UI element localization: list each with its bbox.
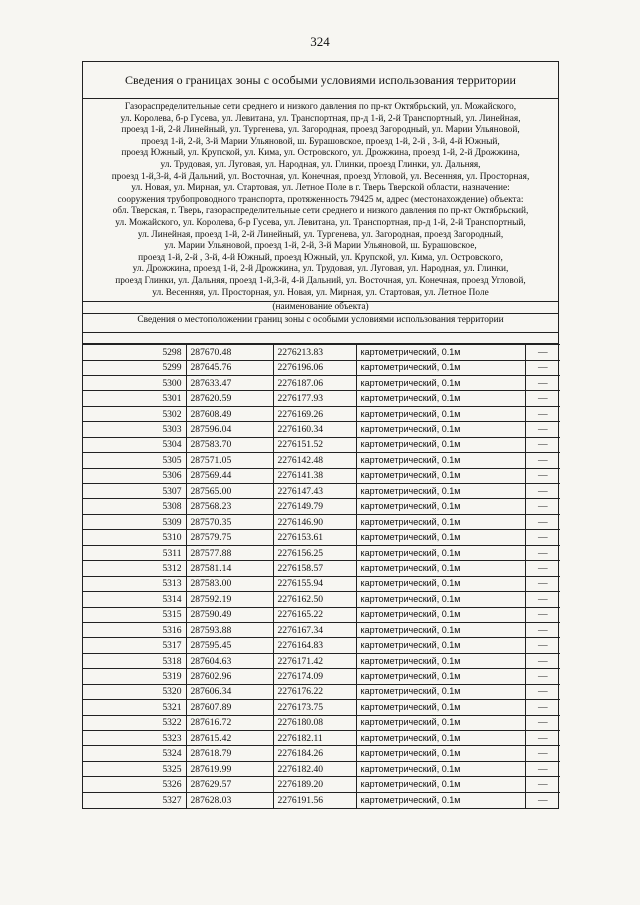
coord-y-cell: 2276160.34 [273, 422, 356, 437]
coord-y-cell: 2276162.50 [273, 592, 356, 607]
coord-x-cell: 287583.70 [186, 437, 273, 452]
table-row [83, 746, 560, 761]
section-title: Сведения о границах зоны с особыми условиями использования территории [83, 62, 558, 99]
coord-y-cell: 2276171.42 [273, 653, 356, 668]
coord-y-cell: 2276169.26 [273, 406, 356, 421]
point-number-cell: 5299 [83, 360, 186, 375]
note-cell: — [525, 607, 560, 622]
note-cell: — [525, 592, 560, 607]
description-line: ул. Линейная, проезд 1-й, 2-й Линейный, ул. Тургенева, ул. Загородная, проезд Загородный, [137, 229, 504, 240]
table-row [83, 514, 560, 529]
description-line: проезд 1-й, 2-й Линейный, ул. Тургенева, ул. Загородная, проезд Загородный, ул. Марии Ульяновой, [121, 125, 520, 136]
point-number-cell: 5305 [83, 453, 186, 468]
point-number-cell: 5313 [83, 576, 186, 591]
table-row [83, 622, 560, 637]
note-cell: — [525, 453, 560, 468]
description-line: ул. Новая, ул. Мирная, ул. Стартовая, ул. Летное Поле в г. Тверь Тверской области, назначение: [131, 183, 510, 194]
note-cell: — [525, 653, 560, 668]
table-row [83, 576, 560, 591]
coord-y-cell: 2276180.08 [273, 715, 356, 730]
accuracy-method-cell: картометрический, 0.1м [356, 761, 525, 776]
table-row [83, 530, 560, 545]
accuracy-method-cell: картометрический, 0.1м [356, 715, 525, 730]
note-cell: — [525, 684, 560, 699]
point-number-cell: 5311 [83, 545, 186, 560]
coord-x-cell: 287619.99 [186, 761, 273, 776]
table-row [83, 484, 560, 499]
point-number-cell: 5303 [83, 422, 186, 437]
note-cell: — [525, 484, 560, 499]
table-row [83, 684, 560, 699]
coord-y-cell: 2276146.90 [273, 514, 356, 529]
accuracy-method-cell: картометрический, 0.1м [356, 653, 525, 668]
coord-y-cell: 2276196.06 [273, 360, 356, 375]
coord-y-cell: 2276184.26 [273, 746, 356, 761]
accuracy-method-cell: картометрический, 0.1м [356, 499, 525, 514]
note-cell: — [525, 375, 560, 390]
table-row [83, 561, 560, 576]
accuracy-method-cell: картометрический, 0.1м [356, 592, 525, 607]
coord-x-cell: 287633.47 [186, 375, 273, 390]
point-number-cell: 5322 [83, 715, 186, 730]
point-number-cell: 5308 [83, 499, 186, 514]
point-number-cell: 5317 [83, 638, 186, 653]
point-number-cell: 5320 [83, 684, 186, 699]
description-line: ул. Трудовая, ул. Луговая, ул. Народная, ул. Глинки, проезд Глинки, ул. Дальняя, [160, 159, 481, 170]
accuracy-method-cell: картометрический, 0.1м [356, 700, 525, 715]
note-cell: — [525, 715, 560, 730]
coord-x-cell: 287645.76 [186, 360, 273, 375]
point-number-cell: 5309 [83, 514, 186, 529]
note-cell: — [525, 700, 560, 715]
note-cell: — [525, 545, 560, 560]
point-number-cell: 5307 [83, 484, 186, 499]
coord-x-cell: 287629.57 [186, 777, 273, 792]
coord-x-cell: 287616.72 [186, 715, 273, 730]
coord-x-cell: 287615.42 [186, 731, 273, 746]
coord-y-cell: 2276156.25 [273, 545, 356, 560]
coord-y-cell: 2276189.20 [273, 777, 356, 792]
table-row [83, 391, 560, 406]
table-row [83, 545, 560, 560]
description-line: сооружения трубопроводного транспорта, протяженность 79425 м, адрес (местонахождение) объекта: [117, 194, 524, 205]
coord-x-cell: 287618.79 [186, 746, 273, 761]
coord-x-cell: 287568.23 [186, 499, 273, 514]
page-number: 324 [310, 34, 330, 49]
coord-x-cell: 287604.63 [186, 653, 273, 668]
coord-x-cell: 287579.75 [186, 530, 273, 545]
object-description [83, 99, 558, 302]
object-name-label: (наименование объекта) [83, 302, 558, 314]
coord-x-cell: 287592.19 [186, 592, 273, 607]
note-cell: — [525, 576, 560, 591]
point-number-cell: 5323 [83, 731, 186, 746]
description-line: ул. Можайского, ул. Королева, б-р Гусева, ул. Левитана, ул. Транспортная, пр-д 1-й, 2-й Транспортный, [115, 217, 526, 228]
coord-y-cell: 2276149.79 [273, 499, 356, 514]
point-number-cell: 5300 [83, 375, 186, 390]
coord-y-cell: 2276164.83 [273, 638, 356, 653]
table-row [83, 792, 560, 807]
accuracy-method-cell: картометрический, 0.1м [356, 622, 525, 637]
coord-y-cell: 2276174.09 [273, 669, 356, 684]
table-row [83, 731, 560, 746]
point-number-cell: 5315 [83, 607, 186, 622]
accuracy-method-cell: картометрический, 0.1м [356, 607, 525, 622]
point-number-cell: 5301 [83, 391, 186, 406]
point-number-cell: 5314 [83, 592, 186, 607]
note-cell: — [525, 422, 560, 437]
coord-y-cell: 2276182.11 [273, 731, 356, 746]
table-row [83, 700, 560, 715]
coord-x-cell: 287581.14 [186, 561, 273, 576]
coord-y-cell: 2276187.06 [273, 375, 356, 390]
table-row [83, 499, 560, 514]
note-cell: — [525, 360, 560, 375]
coord-x-cell: 287571.05 [186, 453, 273, 468]
accuracy-method-cell: картометрический, 0.1м [356, 777, 525, 792]
coord-y-cell: 2276176.22 [273, 684, 356, 699]
coord-y-cell: 2276151.52 [273, 437, 356, 452]
coord-y-cell: 2276165.22 [273, 607, 356, 622]
coord-x-cell: 287608.49 [186, 406, 273, 421]
zone-info-frame [82, 61, 559, 809]
note-cell: — [525, 638, 560, 653]
coord-y-cell: 2276155.94 [273, 576, 356, 591]
description-line: обл. Тверская, г. Тверь, газораспределительные сети среднего и низкого давления по пр-кт Октябрьский, [112, 206, 529, 217]
note-cell: — [525, 499, 560, 514]
table-row [83, 468, 560, 483]
point-number-cell: 5310 [83, 530, 186, 545]
coord-x-cell: 287596.04 [186, 422, 273, 437]
accuracy-method-cell: картометрический, 0.1м [356, 360, 525, 375]
note-cell: — [525, 622, 560, 637]
note-cell: — [525, 345, 560, 360]
accuracy-method-cell: картометрический, 0.1м [356, 561, 525, 576]
coord-x-cell: 287620.59 [186, 391, 273, 406]
accuracy-method-cell: картометрический, 0.1м [356, 731, 525, 746]
accuracy-method-cell: картометрический, 0.1м [356, 684, 525, 699]
coord-x-cell: 287628.03 [186, 792, 273, 807]
point-number-cell: 5304 [83, 437, 186, 452]
coord-y-cell: 2276167.34 [273, 622, 356, 637]
table-row [83, 669, 560, 684]
accuracy-method-cell: картометрический, 0.1м [356, 514, 525, 529]
accuracy-method-cell: картометрический, 0.1м [356, 437, 525, 452]
coord-x-cell: 287569.44 [186, 468, 273, 483]
coord-y-cell: 2276153.61 [273, 530, 356, 545]
accuracy-method-cell: картометрический, 0.1м [356, 545, 525, 560]
note-cell: — [525, 468, 560, 483]
coord-x-cell: 287607.89 [186, 700, 273, 715]
accuracy-method-cell: картометрический, 0.1м [356, 391, 525, 406]
table-row [83, 453, 560, 468]
point-number-cell: 5298 [83, 345, 186, 360]
table-row [83, 761, 560, 776]
note-cell: — [525, 406, 560, 421]
description-line: проезд Глинки, ул. Дальняя, проезд 1-й,3-й, 4-й Дальний, ул. Восточная, ул. Конечная, проезд Угловой, [115, 275, 526, 286]
accuracy-method-cell: картометрический, 0.1м [356, 638, 525, 653]
note-cell: — [525, 792, 560, 807]
note-cell: — [525, 777, 560, 792]
location-heading: Сведения о местоположении границ зоны с особыми условиями использования территории [83, 314, 558, 333]
table-row [83, 607, 560, 622]
point-number-cell: 5319 [83, 669, 186, 684]
table-row [83, 592, 560, 607]
accuracy-method-cell: картометрический, 0.1м [356, 484, 525, 499]
point-number-cell: 5327 [83, 792, 186, 807]
accuracy-method-cell: картометрический, 0.1м [356, 453, 525, 468]
description-line: ул. Марии Ульяновой, проезд 1-й, 2-й, 3-й Марии Ульяновой, ш. Бурашовское, [164, 241, 477, 252]
accuracy-method-cell: картометрический, 0.1м [356, 530, 525, 545]
coord-y-cell: 2276213.83 [273, 345, 356, 360]
coord-x-cell: 287570.35 [186, 514, 273, 529]
point-number-cell: 5302 [83, 406, 186, 421]
note-cell: — [525, 437, 560, 452]
coord-y-cell: 2276142.48 [273, 453, 356, 468]
description-line: проезд Южный, ул. Крупской, ул. Кима, ул. Островского, ул. Дрожжина, проезд 1-й, 2-й Дрожжина, [121, 148, 520, 159]
note-cell: — [525, 391, 560, 406]
accuracy-method-cell: картометрический, 0.1м [356, 576, 525, 591]
accuracy-method-cell: картометрический, 0.1м [356, 422, 525, 437]
point-number-cell: 5318 [83, 653, 186, 668]
header-spacer [83, 333, 558, 344]
description-line: Газораспределительные сети среднего и низкого давления по пр-кт Октябрьский, ул. Можайского, [124, 102, 517, 112]
accuracy-method-cell: картометрический, 0.1м [356, 669, 525, 684]
table-row [83, 777, 560, 792]
coord-x-cell: 287565.00 [186, 484, 273, 499]
point-number-cell: 5306 [83, 468, 186, 483]
table-row [83, 406, 560, 421]
coord-x-cell: 287606.34 [186, 684, 273, 699]
note-cell: — [525, 561, 560, 576]
table-row [83, 375, 560, 390]
coord-y-cell: 2276147.43 [273, 484, 356, 499]
coord-x-cell: 287595.45 [186, 638, 273, 653]
coord-x-cell: 287590.49 [186, 607, 273, 622]
description-line: проезд 1-й,3-й, 4-й Дальний, ул. Восточная, ул. Конечная, проезд Угловой, ул. Весенняя, ул. Просторная, [111, 171, 530, 182]
note-cell: — [525, 731, 560, 746]
coordinates-table [83, 344, 560, 808]
table-row [83, 437, 560, 452]
point-number-cell: 5312 [83, 561, 186, 576]
coord-y-cell: 2276158.57 [273, 561, 356, 576]
note-cell: — [525, 669, 560, 684]
table-row [83, 360, 560, 375]
coord-x-cell: 287583.00 [186, 576, 273, 591]
coord-x-cell: 287577.88 [186, 545, 273, 560]
note-cell: — [525, 514, 560, 529]
accuracy-method-cell: картометрический, 0.1м [356, 345, 525, 360]
table-row [83, 422, 560, 437]
note-cell: — [525, 530, 560, 545]
coord-y-cell: 2276141.38 [273, 468, 356, 483]
coord-x-cell: 287670.48 [186, 345, 273, 360]
description-line: ул. Дрожжина, проезд 1-й, 2-й Дрожжина, ул. Трудовая, ул. Луговая, ул. Народная, ул. Глинки, [132, 264, 509, 275]
description-line: проезд 1-й, 2-й , 3-й, 4-й Южный, проезд Южный, ул. Крупской, ул. Кима, ул. Островского, [138, 252, 503, 263]
point-number-cell: 5316 [83, 622, 186, 637]
accuracy-method-cell: картометрический, 0.1м [356, 746, 525, 761]
coord-x-cell: 287593.88 [186, 622, 273, 637]
accuracy-method-cell: картометрический, 0.1м [356, 375, 525, 390]
accuracy-method-cell: картометрический, 0.1м [356, 792, 525, 807]
table-row [83, 653, 560, 668]
accuracy-method-cell: картометрический, 0.1м [356, 406, 525, 421]
coord-y-cell: 2276182.40 [273, 761, 356, 776]
table-row [83, 715, 560, 730]
point-number-cell: 5326 [83, 777, 186, 792]
coord-y-cell: 2276191.56 [273, 792, 356, 807]
coord-x-cell: 287602.96 [186, 669, 273, 684]
point-number-cell: 5325 [83, 761, 186, 776]
description-line: ул. Весенняя, ул. Просторная, ул. Новая, ул. Мирная, ул. Стартовая, ул. Летное Поле [152, 287, 489, 298]
description-line: ул. Королева, б-р Гусева, ул. Левитана, ул. Транспортная, пр-д 1-й, 2-й Транспортный, ул. Линейная, [120, 113, 521, 124]
note-cell: — [525, 746, 560, 761]
accuracy-method-cell: картометрический, 0.1м [356, 468, 525, 483]
point-number-cell: 5324 [83, 746, 186, 761]
coord-y-cell: 2276177.93 [273, 391, 356, 406]
table-row [83, 345, 560, 360]
table-row [83, 638, 560, 653]
coord-y-cell: 2276173.75 [273, 700, 356, 715]
point-number-cell: 5321 [83, 700, 186, 715]
description-line: проезд 1-й, 2-й, 3-й Марии Ульяновой, ш. Бурашовское, проезд 1-й, 2-й , 3-й, 4-й Южный, [141, 136, 500, 147]
note-cell: — [525, 761, 560, 776]
